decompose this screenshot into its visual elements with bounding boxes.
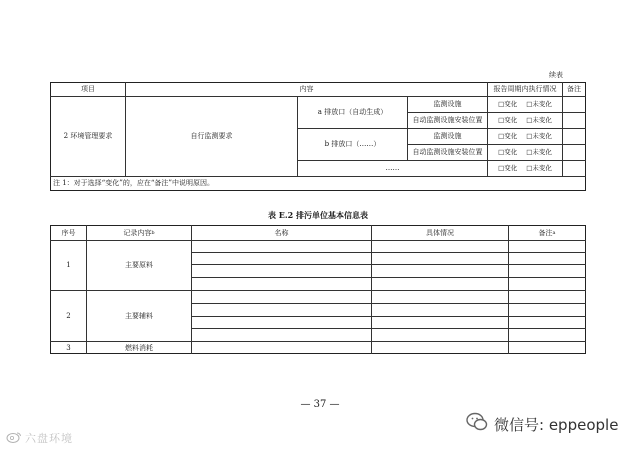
- row-1-seq: 1: [66, 261, 71, 269]
- header-record-sup: b: [151, 229, 155, 236]
- wechat-icon: [466, 412, 488, 436]
- header-remarks-sup: a: [552, 229, 556, 236]
- weibo-icon: [6, 428, 22, 447]
- row-2-seq: 2: [66, 311, 71, 320]
- row-3-content: 燃料消耗: [125, 343, 153, 352]
- outlet-a-sub-1: 监测设施: [433, 100, 462, 108]
- option-unchanged[interactable]: □未变化: [526, 148, 552, 157]
- header-details: 具体情况: [426, 228, 454, 237]
- row-3-seq: 3: [66, 343, 71, 352]
- option-changed[interactable]: □变化: [498, 164, 518, 173]
- outlet-a-label: a 排放口（自动生成）: [317, 108, 388, 116]
- header-status: 报告周期内执行情况: [493, 85, 557, 93]
- option-unchanged[interactable]: □未变化: [526, 116, 552, 125]
- option-changed[interactable]: □变化: [498, 100, 518, 109]
- header-remarks-2: [509, 226, 585, 240]
- watermark-right-text: 微信号: eppeople: [494, 415, 619, 434]
- option-changed[interactable]: □变化: [498, 116, 518, 125]
- page-number: — 37 —: [300, 399, 340, 410]
- table-2-title: 表 E.2 排污单位基本信息表: [267, 210, 369, 220]
- row-requirement-label: 自行监测要求: [190, 132, 233, 140]
- continued-label: 续表: [549, 71, 563, 79]
- watermark-left: [6, 428, 73, 447]
- header-record-label: 记录内容: [123, 228, 152, 237]
- status-row-2: [488, 113, 562, 128]
- outlet-b-label: b 排放口（……）: [324, 140, 381, 148]
- header-content: 内容: [299, 85, 314, 93]
- watermark-left-text: 六盘环境: [25, 431, 73, 445]
- table-note: 注 1：对于选择“变化”的，应在“备注”中说明原因。: [53, 179, 214, 187]
- option-unchanged[interactable]: □未变化: [526, 132, 552, 141]
- header-item: 项目: [81, 85, 95, 93]
- option-unchanged[interactable]: □未变化: [526, 100, 552, 109]
- status-row-5: [488, 161, 562, 176]
- outlet-more-label: ……: [385, 164, 400, 172]
- status-row-1: [488, 97, 562, 112]
- header-remarks-label: 备注: [538, 228, 553, 237]
- row-item-label: 2 环境管理要求: [63, 132, 113, 140]
- option-unchanged[interactable]: □未变化: [526, 164, 552, 173]
- watermark-right: [466, 412, 618, 436]
- header-seq: 序号: [61, 228, 76, 237]
- header-remarks: 备注: [567, 85, 581, 93]
- option-changed[interactable]: □变化: [498, 148, 518, 157]
- header-name: 名称: [274, 228, 289, 237]
- option-changed[interactable]: □变化: [498, 132, 518, 141]
- outlet-b-sub-1: 监测设施: [433, 132, 462, 140]
- outlet-a-sub-2: 自动监测设施安装位置: [412, 116, 483, 124]
- header-record: [87, 226, 191, 240]
- status-row-3: [488, 129, 562, 144]
- row-2-content: 主要辅料: [125, 311, 153, 320]
- outlet-b-sub-2: 自动监测设施安装位置: [412, 148, 483, 156]
- status-row-4: [488, 145, 562, 160]
- row-1-content: 主要原料: [125, 261, 153, 269]
